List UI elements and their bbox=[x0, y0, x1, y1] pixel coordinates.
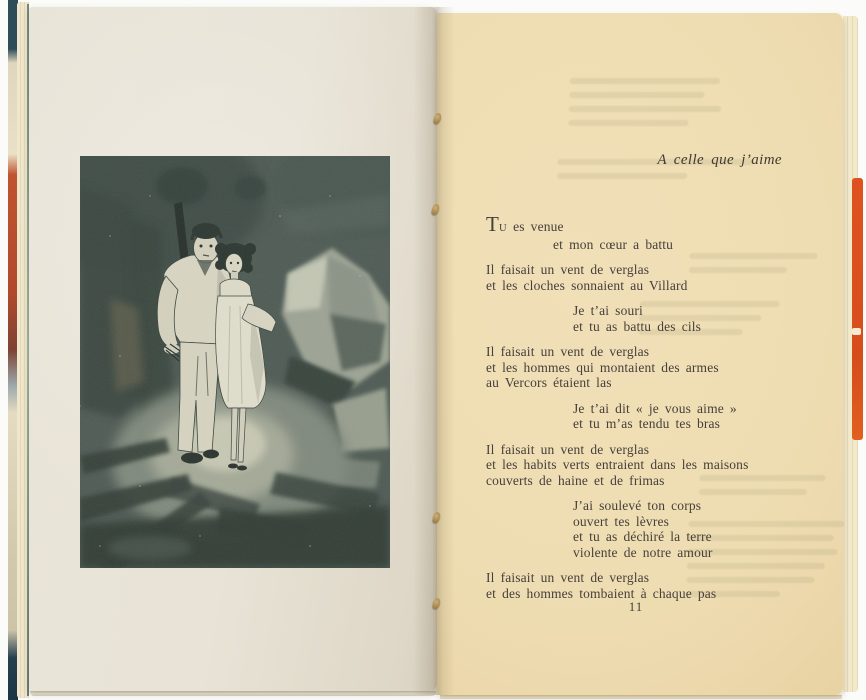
illustration-grain bbox=[80, 156, 390, 568]
poem-stanza bbox=[486, 442, 786, 489]
poem-line: et tu as battu des cils bbox=[573, 318, 702, 334]
poem-stanza bbox=[486, 344, 786, 391]
poem-line: et des hommes tombaient à chaque pas bbox=[486, 585, 717, 601]
poem bbox=[486, 214, 786, 601]
poem-line: et tu m’as tendu tes bras bbox=[573, 416, 721, 431]
poem-dedication: A celle que j’aime bbox=[657, 152, 782, 168]
ghost-text-line bbox=[570, 78, 720, 84]
poem-stanza bbox=[486, 214, 786, 252]
ghost-text-line bbox=[568, 120, 688, 126]
poem-line: Il faisait un vent de verglas bbox=[486, 262, 650, 277]
poem-line: Je t’ai dit « je vous aime » bbox=[573, 400, 737, 416]
poem-line: ouvert tes lèvres bbox=[573, 513, 670, 529]
poem-line: et tu as déchiré la terre bbox=[573, 529, 712, 544]
poem-stanza bbox=[486, 262, 786, 293]
poem-line: Il faisait un vent de verglas bbox=[486, 344, 650, 359]
ghost-text-line bbox=[569, 106, 721, 112]
illustration-couple-ink-wash bbox=[80, 156, 390, 568]
poem-line: violente de notre amour bbox=[573, 544, 713, 560]
poem-stanza bbox=[486, 498, 786, 560]
left-page-stack-edge bbox=[30, 691, 436, 696]
orange-cover-edge bbox=[852, 178, 863, 440]
poem-stanza bbox=[486, 401, 786, 432]
poem-line: et les habits verts entraient dans les maisons bbox=[486, 457, 749, 472]
poem-line: Je t’ai souri bbox=[573, 303, 643, 318]
ghost-text-line bbox=[569, 92, 704, 98]
poem-line: couverts de haine et de frimas bbox=[486, 472, 665, 488]
right-page bbox=[437, 13, 843, 695]
poem-line: Il faisait un vent de verglas bbox=[486, 570, 650, 585]
poem-line: Il faisait un vent de verglas bbox=[486, 441, 650, 457]
orange-cover-notch bbox=[852, 328, 861, 335]
poem-line: TU es venue bbox=[486, 212, 564, 236]
left-page bbox=[29, 7, 437, 691]
poem-line: et les cloches sonnaient au Villard bbox=[486, 277, 688, 293]
ghost-text bbox=[568, 78, 730, 134]
poem-line: au Vercors étaient las bbox=[486, 375, 612, 390]
poem-line: et les hommes qui montaient des armes bbox=[486, 359, 719, 375]
page-number: 11 bbox=[628, 599, 644, 614]
right-page-stack-edge bbox=[440, 695, 842, 699]
poem-line: et mon cœur a battu bbox=[553, 236, 674, 252]
poem-stanza bbox=[486, 570, 786, 601]
poem-line: J’ai soulevé ton corps bbox=[573, 498, 702, 513]
poem-stanza bbox=[486, 303, 786, 334]
poem-column bbox=[486, 152, 786, 611]
